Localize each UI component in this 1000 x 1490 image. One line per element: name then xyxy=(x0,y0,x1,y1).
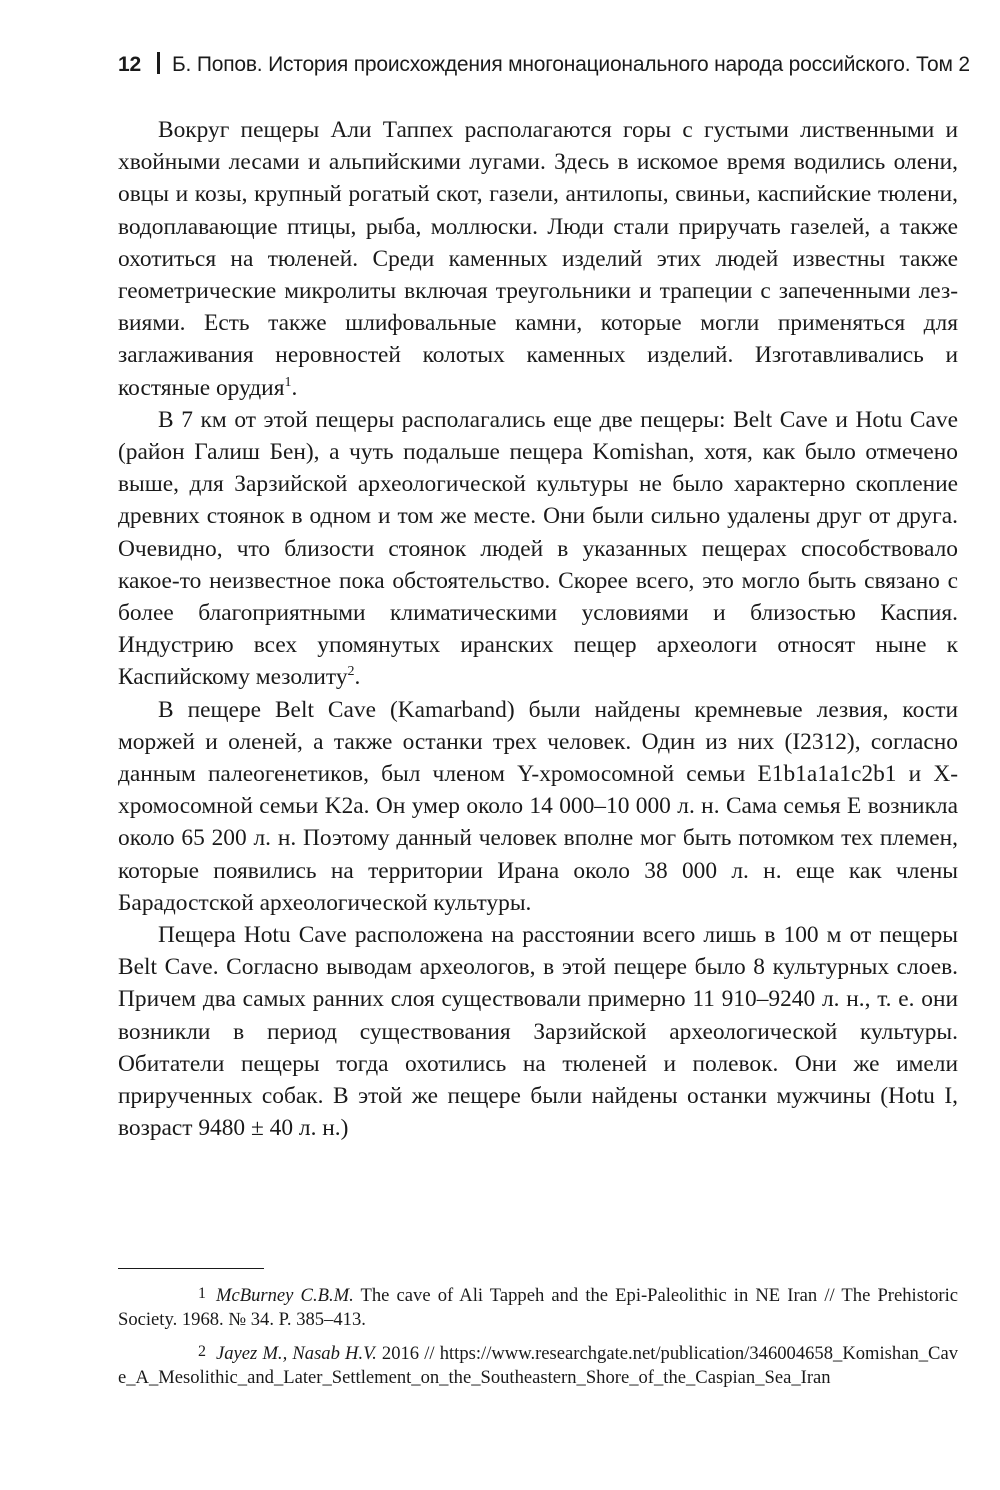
paragraph-1-text: Вокруг пещеры Али Таппех располагаются горы с густыми лиственными и хвойными лесами и альпийскими лугами. Здесь в искомое время водились олени, овцы и козы, крупный рогатый скот, газели, антилопы, свиньи, каспийские тюлени, водоплавающие птицы, рыба, моллюски. Люди стали приручать газелей, а также охотиться на тюленей. Среди каменных изделий этих людей известны также геометрические микролиты включая треугольники и трапеции с запеченными лезвиями. Есть также шлифовальные камни, которые могли применяться для заглаживания неровностей колотых каменных изделий. Изготавливались и костяные орудия xyxy=(118,117,958,401)
paragraph-4: Пещера Hotu Cave расположена на расстоянии всего лишь в 100 м от пещеры Belt Cave. Согласно выводам археологов, в этой пещере было 8 культурных слоев. Причем два самых ранних слоя существовали примерно 11 910–9240 л. н., т. е. они возникли в период существования Зарзийской археологической культуры. Обитатели пещеры тогда охотились на тюленей и полевок. Они же имели прирученных собак. В этой же пещере были найдены останки мужчины (Hotu I, возраст 9480 ± 40 л. н.) xyxy=(118,922,958,1142)
paragraph-3: В пещере Belt Cave (Kamarband) были найдены кремневые лезвия, кости моржей и оленей, а также останки трех человек. Один из них (I2312), согласно данным палеогенетиков, был членом Y-хромосомной семьи E1b1a1a1c2b1 и X-хромосомной семьи K2a. Он умер около 14 000–10 000 л. н. Сама семья E возникла около 65 200 л. н. Поэтому данный человек вполне мог быть потомком тех племен, которые появились на территории Ирана около 38 000 л. н. еще как члены Барадостской археологической культуры. xyxy=(118,696,958,916)
paragraph-1-end: . xyxy=(291,374,298,401)
footnote-1-mark: 1 xyxy=(198,1285,206,1302)
paragraph-2-end: . xyxy=(354,664,361,691)
footnote-2 xyxy=(118,1340,958,1390)
footnote-divider xyxy=(118,1268,264,1269)
running-title: Б. Попов. История происхождения многонационального народа российского. Том 2 xyxy=(171,53,970,76)
footnote-ref-1[interactable]: 1 xyxy=(284,374,292,390)
footnote-2-author: Jayez M., Nasab H.V. xyxy=(216,1343,377,1364)
footnote-2-mark: 2 xyxy=(198,1343,206,1360)
footnote-2-text[interactable]: 2016 // https://www.researchgate.net/publication/346004658_Komishan_Cave_A_Mesolithic_and_Later_Settlement_on_the_Southeastern_Shore_of_the_Caspian_Sea_Iran xyxy=(118,1343,958,1388)
running-header xyxy=(118,50,970,80)
main-text xyxy=(118,114,958,1145)
footnote-ref-2[interactable]: 2 xyxy=(347,664,355,680)
paragraph-1 xyxy=(118,114,958,404)
header-separator xyxy=(157,52,160,74)
paragraph-2 xyxy=(118,404,958,694)
paragraph-2-text: В 7 км от этой пещеры располагались еще две пещеры: Belt Cave и Hotu Cave (район Галиш Бен), а чуть подальше пещера Komishan, хотя, как было отмечено выше, для Зарзийской археологической культуры не было характерно скопление древних стоянок в одном и том же месте. Они были сильно удалены друг от друга. Очевидно, что близости стоянок людей в указанных пещерах способствовало какое-то неизвестное пока обстоятельство. Скорее всего, это могло быть связано с более благоприятными климатическими условиями и близостью Каспия. Индустрию всех упомянутых иранских пещер археологи относят ныне к Каспийскому мезолиту xyxy=(118,406,958,691)
page-number: 12 xyxy=(118,53,141,76)
footnote-1 xyxy=(118,1282,958,1332)
footnotes xyxy=(118,1282,958,1398)
footnote-1-text: The cave of Ali Tappeh and the Epi-Paleolithic in NE Iran // The Prehistoric Society. 1968. № 34. P. 385–413. xyxy=(118,1285,958,1330)
footnote-1-author: McBurney C.B.M. xyxy=(216,1285,354,1306)
book-page xyxy=(118,0,970,1490)
